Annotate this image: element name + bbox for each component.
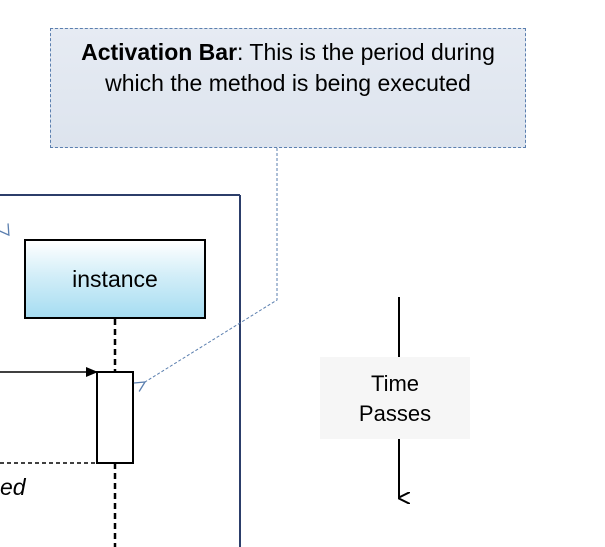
partial-blue-arrow (0, 223, 14, 238)
instance-lifeline-head (24, 239, 206, 319)
time-label-line1: Time (370, 371, 420, 396)
callout-title: Activation Bar (81, 39, 238, 65)
return-message-label: ed (0, 474, 26, 500)
activation-bar-callout (50, 28, 526, 148)
activation-bar (97, 372, 133, 463)
callout-text: : This is the period during which the method is being executed (105, 39, 495, 96)
time-passes-label (320, 357, 470, 439)
instance-label: instance (72, 266, 158, 292)
time-label-line2: Passes (358, 401, 432, 426)
